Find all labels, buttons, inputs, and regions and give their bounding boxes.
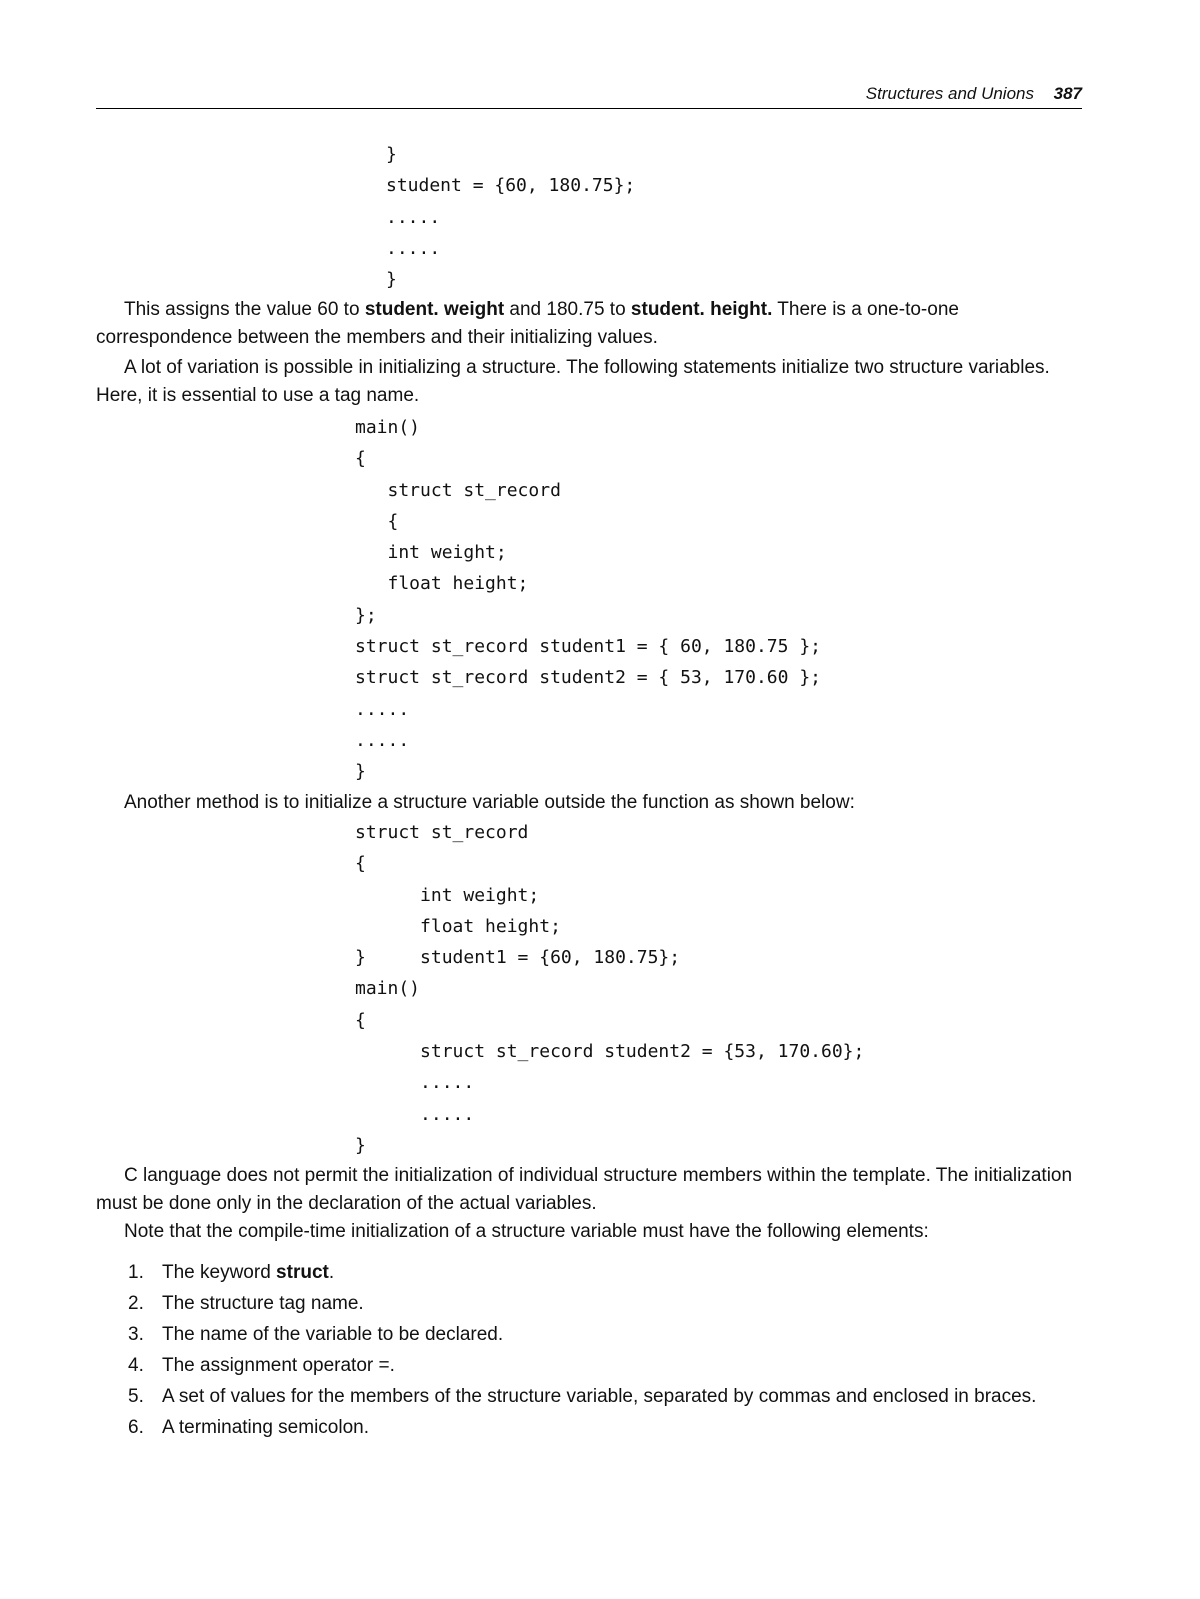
list-item: 6. A terminating semicolon. — [128, 1417, 369, 1438]
list-item: 2. The structure tag name. — [128, 1293, 364, 1314]
paragraph-2: A lot of variation is possible in initializing a structure. The following statements initialize two structure variables. Here, it is essential to use a tag name. — [96, 357, 1050, 406]
code-block-3: struct st_record { int weight; float height; } student1 = {60, 180.75}; main() { struct st_record student2 = {53, 170.60}; ..... ..... } — [355, 822, 865, 1156]
code-block-2: main() { struct st_record { int weight; float height; }; struct st_record student1 = { 60, 180.75 }; struct st_record student2 = { 53, 170.60 }; ..... ..... } — [355, 417, 821, 783]
list-item: 4. The assignment operator =. — [128, 1355, 395, 1376]
list-item: 5. A set of values for the members of the structure variable, separated by commas and enclosed in braces. — [128, 1386, 1037, 1407]
chapter-title: Structures and Unions — [865, 84, 1034, 103]
paragraph-4: C language does not permit the initialization of individual structure members within the template. The initialization must be done only in the declaration of the actual variables. — [96, 1165, 1073, 1214]
running-header — [96, 84, 1082, 108]
paragraph-1: This assigns the value 60 to student. weight and 180.75 to student. height. There is a one-to-one correspondence between the members and their initializing values. — [96, 299, 959, 348]
code-block-1: } student = {60, 180.75}; ..... ..... } — [386, 144, 636, 291]
header-rule — [96, 108, 1082, 109]
paragraph-5: Note that the compile-time initialization of a structure variable must have the following elements: — [124, 1221, 929, 1242]
list-item: 1. The keyword struct. — [128, 1262, 335, 1283]
list-item: 3. The name of the variable to be declared. — [128, 1324, 504, 1345]
page-number: 387 — [1053, 84, 1082, 103]
paragraph-3: Another method is to initialize a structure variable outside the function as shown below: — [124, 792, 855, 813]
elements-list — [96, 1258, 1082, 1444]
